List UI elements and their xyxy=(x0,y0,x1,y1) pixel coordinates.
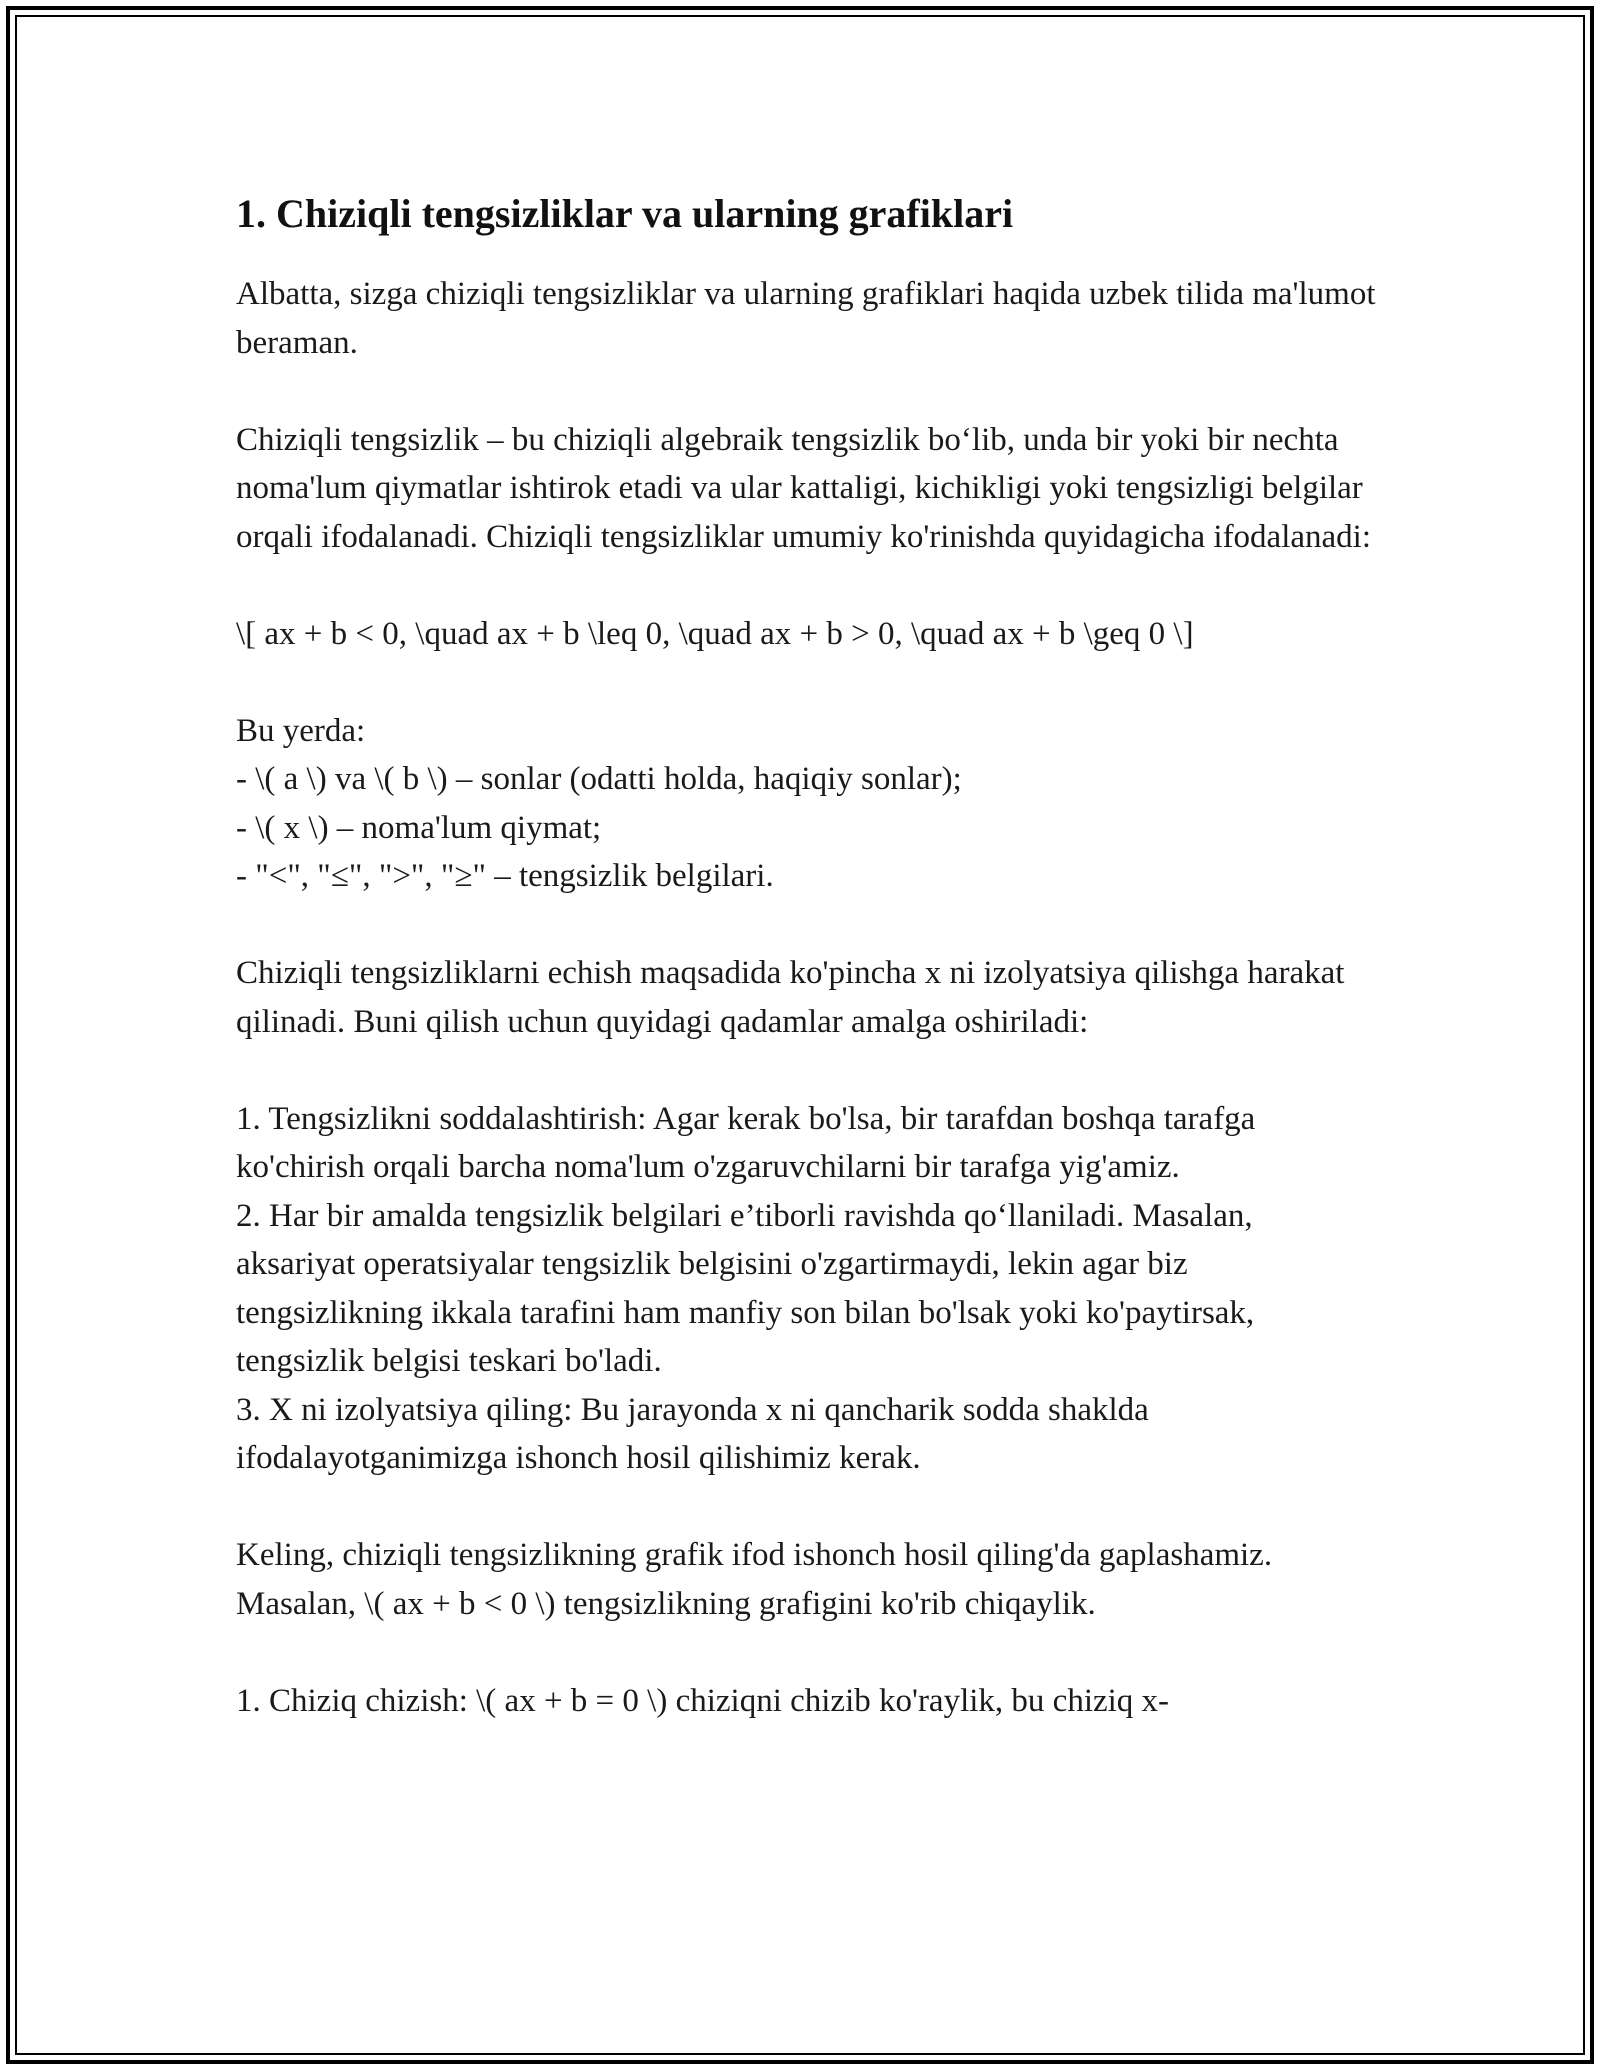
spacer xyxy=(236,1628,1376,1677)
solving-intro-paragraph: Chiziqli tengsizliklarni echish maqsadida ko'pincha x ni izolyatsiya qilishga harakat qilinadi. Buni qilish uchun quyidagi qadamlar amalga oshiriladi: xyxy=(236,955,1345,1040)
where-heading: Bu yerda: xyxy=(236,712,366,749)
step-item: 1. Tengsizlikni soddalashtirish: Agar kerak bo'lsa, bir tarafdan boshqa tarafga ko'chirish orqali barcha noma'lum o'zgaruvchilarni bir tarafga yig'amiz. xyxy=(236,1100,1256,1185)
spacer xyxy=(236,367,1376,416)
steps-list xyxy=(236,1095,1376,1483)
spacer xyxy=(236,1483,1376,1532)
graph-step-paragraph: 1. Chiziq chizish: \( ax + b = 0 \) chiziqni chizib ko'raylik, bu chiziq x- xyxy=(236,1682,1170,1719)
intro-paragraph: Albatta, sizga chiziqli tengsizliklar va ularning grafiklari haqida uzbek tilida ma'lumot beraman. xyxy=(236,276,1376,361)
where-item: - \( x \) – noma'lum qiymat; xyxy=(236,809,602,846)
step-item: 3. X ni izolyatsiya qiling: Bu jarayonda x ni qancharik sodda shaklda ifodalayotganimizga ishonch hosil qilishimiz kerak. xyxy=(236,1391,1149,1476)
where-list xyxy=(236,707,1376,901)
formula-line: \[ ax + b < 0, \quad ax + b \leq 0, \quad ax + b > 0, \quad ax + b \geq 0 \] xyxy=(236,615,1194,652)
graph-intro-paragraph: Keling, chiziqli tengsizlikning grafik ifod ishonch hosil qiling'da gaplashamiz. Masalan, \( ax + b < 0 \) tengsizlikning grafigini ko'rib chiqaylik. xyxy=(236,1537,1273,1622)
where-item: - "<", "≤", ">", "≥" – tengsizlik belgilari. xyxy=(236,858,774,894)
spacer xyxy=(236,658,1376,707)
spacer xyxy=(236,901,1376,950)
spacer xyxy=(236,561,1376,610)
where-item: - \( a \) va \( b \) – sonlar (odatti holda, haqiqiy sonlar); xyxy=(236,761,962,797)
definition-paragraph: Chiziqli tengsizlik – bu chiziqli algebraik tengsizlik bo‘lib, unda bir yoki bir nechta noma'lum qiymatlar ishtirok etadi va ular kattaligi, kichikligi yoki tengsizligi belgilar orqali ifodalanadi. Chiziqli tengsizliklar umumiy ko'rinishda quyidagicha ifodalanadi: xyxy=(236,421,1372,555)
document-body xyxy=(236,186,1376,1725)
spacer xyxy=(236,1046,1376,1095)
page-title: 1. Chiziqli tengsizliklar va ularning grafiklari xyxy=(236,191,1014,236)
step-item: 2. Har bir amalda tengsizlik belgilari e’tiborli ravishda qo‘llaniladi. Masalan, aksariyat operatsiyalar tengsizlik belgisini o'zgartirmaydi, lekin agar biz tengsizlikning ikkala tarafini ham manfiy son bilan bo'lsak yoki ko'paytirsak, tengsizlik belgisi teskari bo'ladi. xyxy=(236,1197,1255,1379)
